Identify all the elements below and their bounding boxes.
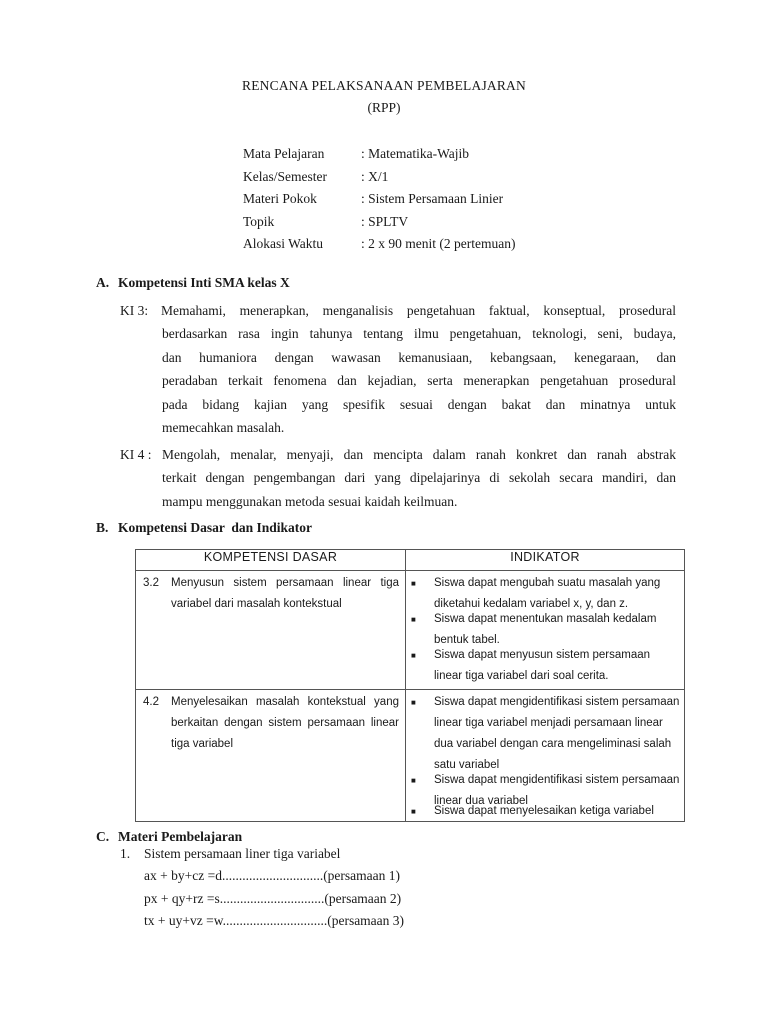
ki3-line: dan humaniora dengan wawasan kemanusiaan, kebangsaan, kenegaraan, dan — [162, 349, 676, 365]
indicator-text: Siswa dapat mengidentifikasi sistem persamaan linear tiga variabel menjadi persamaan linear dua variabel dengan cara mengeliminasi salah satu variabel — [434, 696, 680, 771]
indicator-text: Siswa dapat menyusun sistem persamaan linear tiga variabel dari soal cerita. — [434, 649, 651, 682]
identity-row — [243, 169, 515, 192]
section-letter: C. — [96, 829, 110, 844]
identity-row — [243, 214, 515, 237]
identity-row — [243, 191, 515, 214]
identity-row — [243, 146, 515, 169]
section-letter: B. — [96, 520, 109, 535]
ki3-paragraph — [120, 299, 676, 439]
kd-cell — [136, 571, 406, 690]
section-title: Kompetensi Dasar dan Indikator — [118, 520, 313, 535]
list-item — [410, 804, 680, 819]
bullet-icon: ■ — [411, 579, 416, 588]
equation-line: ax + by+cz =d..............................(persamaan 1) — [144, 868, 401, 883]
section-c-heading — [96, 829, 242, 845]
table-row — [136, 571, 685, 690]
ki3-first-line — [120, 299, 676, 322]
bullet-icon: ■ — [411, 651, 416, 660]
identity-value: : 2 x 90 menit (2 pertemuan) — [361, 236, 516, 252]
identity-label: Alokasi Waktu — [243, 236, 324, 252]
kd-number: 4.2 — [143, 696, 159, 708]
ki4-first-line — [120, 443, 676, 466]
ki4-first-text: Mengolah, menalar, menyaji, dan mencipta dalam ranah konkret dan ranah abstrak — [162, 447, 676, 462]
section-letter: A. — [96, 275, 110, 290]
identity-value: : X/1 — [361, 168, 389, 184]
materi-item — [120, 846, 340, 862]
section-title: Materi Pembelajaran — [118, 829, 243, 844]
table-header-kd: KOMPETENSI DASAR — [136, 550, 406, 571]
equation-line: tx + uy+vz =w...............................(persamaan 3) — [144, 913, 405, 928]
table-header-indikator: INDIKATOR — [406, 550, 685, 571]
ki3-prefix: KI 3: — [120, 303, 149, 318]
list-item — [410, 645, 680, 687]
indicator-list — [406, 690, 684, 821]
table-row — [136, 690, 685, 822]
bullet-icon: ■ — [411, 615, 416, 624]
kd-text: Menyelesaikan masalah kontekstual yang berkaitan dengan sistem persamaan linear tiga variabel — [171, 696, 399, 750]
ki3-line: berdasarkan rasa ingin tahunya tentang ilmu pengetahuan, teknologi, seni, budaya, — [162, 326, 676, 342]
table-header-row — [136, 550, 685, 571]
indicator-list — [406, 571, 684, 689]
kd-number: 3.2 — [143, 577, 159, 589]
ki3-line: pada bidang kajian yang spesifik sesuai dengan bakat dan minatnya untuk — [162, 396, 676, 412]
ki3-first-text: Memahami, menerapkan, menganalisis pengetahuan faktual, konseptual, prosedural — [161, 303, 676, 318]
identity-block — [243, 146, 515, 259]
kd-cell — [136, 690, 406, 822]
identity-value: : SPLTV — [361, 213, 409, 229]
identity-row — [243, 236, 515, 259]
document-subtitle: (RPP) — [367, 100, 401, 115]
identity-label: Kelas/Semester — [243, 168, 327, 184]
indicator-cell — [406, 571, 685, 690]
materi-item-number: 1. — [120, 846, 131, 861]
indicator-text: Siswa dapat menyelesaikan ketiga variabel — [434, 805, 654, 817]
indicator-cell — [406, 690, 685, 822]
identity-label: Mata Pelajaran — [243, 146, 325, 161]
kd-text: Menyusun sistem persamaan linear tiga variabel dari masalah kontekstual — [171, 577, 399, 610]
section-a-heading — [96, 275, 290, 291]
indicator-text: Siswa dapat mengidentifikasi sistem persamaan linear dua variabel — [434, 774, 680, 807]
kd-indicator-table — [135, 549, 685, 822]
materi-item-text: Sistem persamaan liner tiga variabel — [144, 846, 341, 861]
identity-value: : Sistem Persamaan Linier — [361, 191, 504, 207]
section-title: Kompetensi Inti SMA kelas X — [118, 275, 290, 290]
ki4-paragraph — [120, 443, 676, 513]
document-title: RENCANA PELAKSANAAN PEMBELAJARAN — [242, 78, 526, 93]
ki3-line: memecahkan masalah. — [162, 420, 285, 436]
section-b-heading — [96, 520, 312, 536]
identity-label: Materi Pokok — [243, 191, 317, 207]
indicator-text: Siswa dapat menentukan masalah kedalam bentuk tabel. — [434, 613, 657, 646]
bullet-icon: ■ — [411, 776, 416, 785]
bullet-icon: ■ — [411, 807, 416, 816]
bullet-icon: ■ — [411, 698, 416, 707]
indicator-text: Siswa dapat mengubah suatu masalah yang diketahui kedalam variabel x, y, dan z. — [434, 577, 661, 610]
ki3-line: peradaban terkait fenomena dan kejadian, serta menerapkan pengetahuan prosedural — [162, 373, 676, 389]
list-item — [410, 692, 680, 776]
identity-value: : Matematika-Wajib — [361, 146, 469, 161]
identity-label: Topik — [243, 213, 275, 229]
ki4-prefix: KI 4 : — [120, 447, 152, 462]
equation-line: px + qy+rz =s...............................(persamaan 2) — [144, 891, 402, 906]
ki4-line: mampu menggunakan metoda sesuai kaidah keilmuan. — [162, 493, 458, 509]
ki4-line: terkait dengan pengembangan dari yang dipelajarinya di sekolah secara mandiri, dan — [162, 470, 676, 486]
